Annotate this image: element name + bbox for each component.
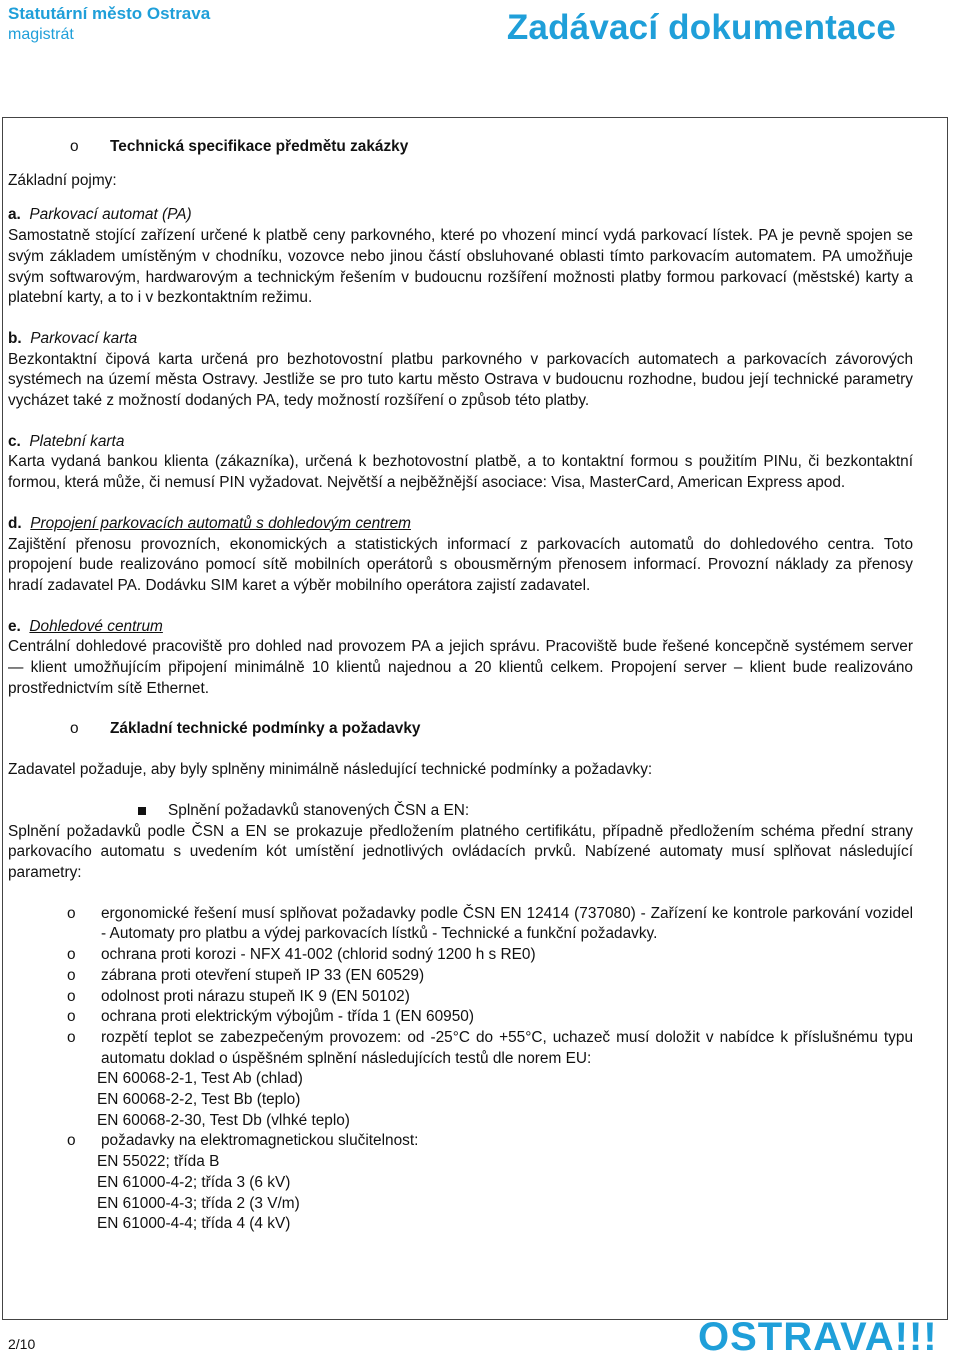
term-name: Parkovací karta <box>30 329 138 347</box>
term-letter: d. <box>8 514 22 532</box>
list-marker: o <box>67 1008 76 1026</box>
emc-item: EN 61000-4-3; třída 2 (3 V/m) <box>97 1194 300 1212</box>
list-item <box>8 904 913 945</box>
list-marker: o <box>67 987 76 1005</box>
list-item <box>8 987 913 1008</box>
section-title: Základní technické podmínky a požadavky <box>110 720 421 738</box>
term-e-text: Centrální dohledové pracoviště pro dohled nad provozem PA a jejich správu. Pracoviště bude řešené koncepčně systémem server — klient umožňujícím připojení minimálně 10 klientů najednou a 20 klientů celkem. Propojení server – klient bude realizováno prostřednictvím sítě Ethernet. <box>8 638 913 697</box>
term-letter: b. <box>8 329 22 347</box>
document-body <box>8 137 913 1235</box>
square-bullet-icon <box>8 801 168 822</box>
section-title: Technická specifikace předmětu zakázky <box>110 138 409 155</box>
term-a-text: Samostatně stojící zařízení určené k platbě ceny parkovného, které po vhození mincí vydá parkovací lístek. PA je pevně spojen se svým základem umístěným v chodníku, vozovce nebo jinou částí obsluhované oblasti tímto parkovacím automatem. PA umožňuje svým softwarovým, hardwarovým a technickým řešením v budoucnu rozšíření možnosti platby formou parkovací (městské) karty a platební karty, a to i v bezkontaktním režimu. <box>8 227 913 307</box>
list-item-text: ochrana proti korozi - NFX 41-002 (chlorid sodný 1200 h s RE0) <box>101 946 536 964</box>
term-b-text: Bezkontaktní čipová karta určená pro bezhotovostní platbu parkovného v parkovacích automatech a parkovacích závorových systémech na území města Ostravy. Jestliže se pro tuto kartu město Ostrava v budoucnu rozhodne, budou její technické parametry vycházet také z možností dodaných PA, tedy možností rozšíření o způsob této platby. <box>8 350 913 410</box>
term-e-heading <box>8 617 913 638</box>
term-a-heading <box>8 205 913 226</box>
term-c-text: Karta vydaná bankou klienta (zákazníka), určená k bezhotovostní platbě, a to kontaktní formou s použitím PINu, či bezkontaktní formou, která může, či nemusí PIN vyžadovat. Největší a nejběžnější asociace: Visa, MasterCard, American Express apod. <box>8 453 913 492</box>
term-letter: e. <box>8 617 21 635</box>
term-name: Platební karta <box>29 432 125 450</box>
term-letter: a. <box>8 206 21 224</box>
section-marker: o <box>70 720 79 738</box>
list-item-text: ochrana proti elektrickým výbojům - třída 1 (EN 60950) <box>101 1008 474 1026</box>
emc-item: EN 55022; třída B <box>97 1153 220 1171</box>
header-city: Statutární město Ostrava <box>8 4 211 23</box>
header-left <box>8 4 210 45</box>
section-marker: o <box>70 138 79 155</box>
temp-test-item: EN 60068-2-1, Test Ab (chlad) <box>97 1070 303 1088</box>
basic-terms-label: Základní pojmy: <box>8 171 117 189</box>
term-letter: c. <box>8 432 21 450</box>
term-name: Propojení parkovacích automatů s dohledovým centrem <box>30 514 411 532</box>
term-name: Parkovací automat (PA) <box>29 206 192 224</box>
list-marker: o <box>67 966 76 984</box>
list-marker: o <box>67 904 76 922</box>
list-item-text: rozpětí teplot se zabezpečeným provozem: od -25°C do +55°C, uchazeč musí doložit v nabídce k příslušnému typu automatu doklad o úspěšném splnění následujících testů dle norem EU: <box>101 1028 913 1067</box>
list-marker: o <box>67 1132 76 1150</box>
header-subtitle: magistrát <box>8 26 74 43</box>
square-bullet-item <box>8 801 913 822</box>
list-item-text: požadavky na elektromagnetickou slučitelnost: <box>101 1132 419 1150</box>
square-bullet-text: Splnění požadavků stanovených ČSN a EN: <box>168 801 470 819</box>
temp-test-item: EN 60068-2-2, Test Bb (teplo) <box>97 1091 301 1109</box>
term-name: Dohledové centrum <box>29 617 163 635</box>
section-heading-1 <box>8 137 913 158</box>
term-d-heading <box>8 514 913 535</box>
parameters-list <box>8 904 913 1070</box>
list-item <box>8 1007 913 1028</box>
standards-text: Splnění požadavků podle ČSN a EN se prokazuje předložením platného certifikátu, případně předložením schéma přední strany parkovacího automatu s uvedením kót umístění jednotlivých ovládacích prvků. Nabízené automaty musí splňovat následující parametry: <box>8 822 913 881</box>
list-item-text: zábrana proti otevření stupeň IP 33 (EN 60529) <box>101 966 425 984</box>
document-title: Zadávací dokumentace <box>506 8 896 47</box>
list-item <box>8 1131 913 1152</box>
list-item-text: odolnost proti nárazu stupeň IK 9 (EN 50102) <box>101 987 410 1005</box>
term-c-heading <box>8 432 913 453</box>
page-number: 2/10 <box>8 1336 36 1352</box>
section-heading-2 <box>8 719 913 740</box>
emc-item: EN 61000-4-4; třída 4 (4 kV) <box>97 1215 291 1233</box>
list-item-text: ergonomické řešení musí splňovat požadavky podle ČSN EN 12414 (737080) - Zařízení ke kontrole parkování vozidel - Automaty pro platbu a výdej parkovacích lístků - Technické a funkční požadavky. <box>101 904 913 943</box>
term-d-text: Zajištění přenosu provozních, ekonomických a statistických informací z parkovacích automatů do dohledového centra. Toto propojení bude realizováno pomocí sítě mobilních operátorů s obousměrným přenosem informací. Provozní náklady za přenosy hradí zadavatel PA. Dodávku SIM karet a výběr mobilního operátora zajistí zadavatel. <box>8 535 913 594</box>
ostrava-logo: OSTRAVA!!! <box>698 1315 938 1359</box>
list-item <box>8 945 913 966</box>
term-b-heading <box>8 329 913 350</box>
list-item <box>8 966 913 987</box>
list-marker: o <box>67 946 76 964</box>
list-item <box>8 1028 913 1069</box>
temp-test-item: EN 60068-2-30, Test Db (vlhké teplo) <box>97 1111 350 1129</box>
requirements-intro: Zadavatel požaduje, aby byly splněny minimálně následující technické podmínky a požadavky: <box>8 761 653 779</box>
list-marker: o <box>67 1028 76 1046</box>
emc-list <box>8 1131 913 1152</box>
emc-item: EN 61000-4-2; třída 3 (6 kV) <box>97 1173 291 1191</box>
